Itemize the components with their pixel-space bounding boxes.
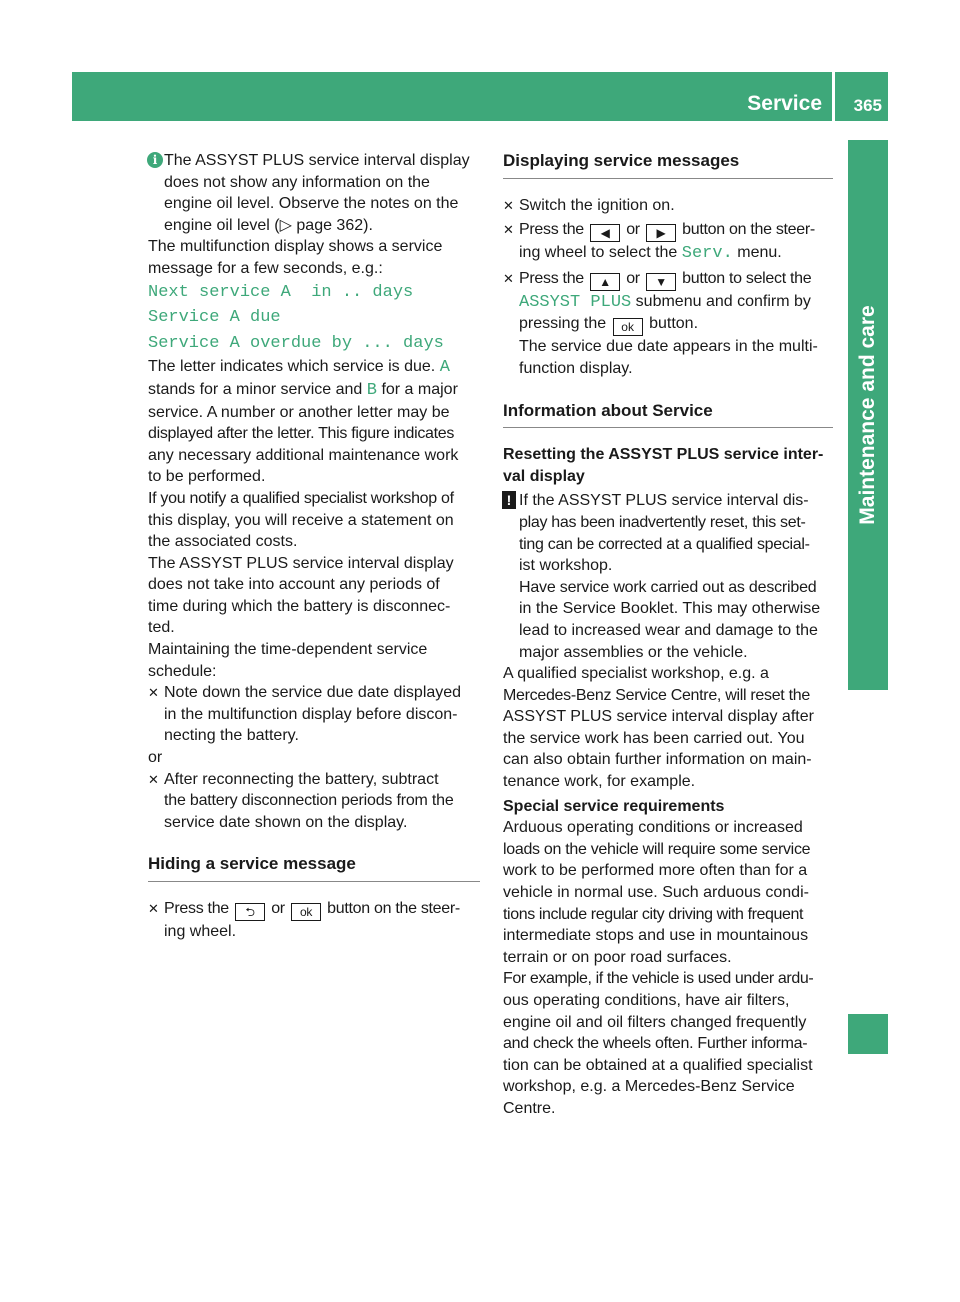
section-hiding: Hiding a service message <box>148 853 480 882</box>
or-text: or <box>148 749 163 767</box>
section-information: Information about Service <box>503 400 833 429</box>
bullet-subtract: ✕ After reconnecting the battery, subtract the battery disconnection periods from the service date shown on the display. <box>148 770 454 831</box>
note-line: does not show any information on the <box>164 173 430 191</box>
chapter-marker <box>848 1014 888 1054</box>
info-icon: i <box>147 152 163 168</box>
page-number-box <box>835 72 888 121</box>
bullet-select-serv: ✕ Press the ◀ or ▶ button on the steer- ing wheel to select the Serv. menu. <box>503 221 815 264</box>
para-battery: The ASSYST PLUS service interval display does not take into account any periods of time during which the battery is disconnec- ted. <box>148 554 454 637</box>
ok-key-icon: ok <box>613 318 643 336</box>
up-key-icon: ▲ <box>590 273 620 291</box>
page-ref-link[interactable]: page 362). <box>296 216 373 234</box>
step-arrow-icon: ✕ <box>148 685 159 701</box>
page-number: 365 <box>853 96 882 115</box>
para-service-letter: The letter indicates which service is due. A stands for a minor service and B for a major service. A number or another letter may be displayed after the letter. This figure indicates any necessary additional maintenance work to be performed. <box>148 358 459 486</box>
chapter-tab <box>848 140 888 690</box>
step-arrow-icon: ✕ <box>503 222 514 238</box>
display-message: Next service A in .. days <box>148 282 414 302</box>
display-message: Service A due <box>148 308 281 328</box>
subtitle-special: Special service requirements <box>503 797 725 815</box>
bullet-select-assyst: ✕ Press the ▲ or ▼ button to select the ASSYST PLUS submenu and confirm by pressing the ok button. The service due date appears in the multi- function display. <box>503 269 818 377</box>
left-column <box>148 150 480 943</box>
step-arrow-icon: ✕ <box>148 771 159 787</box>
left-key-icon: ◀ <box>590 224 620 242</box>
para-multifunction: The multifunction display shows a service message for a few seconds, e.g.: <box>148 238 443 277</box>
section-displaying: Displaying service messages <box>503 150 833 179</box>
right-column <box>503 150 833 1120</box>
subtitle-resetting: Resetting the ASSYST PLUS service inter- val display <box>503 446 824 485</box>
step-arrow-icon: ✕ <box>148 901 159 916</box>
para-statement: If you notify a qualified specialist workshop of this display, you will receive a statement on the associated costs. <box>148 489 454 551</box>
bullet-hide: ✕ Press the ⮌ or ok button on the steer- ing wheel. <box>148 900 460 940</box>
right-key-icon: ▶ <box>646 224 676 242</box>
note-line: engine oil level (▷ page 362). <box>164 216 373 234</box>
warning-reset: ! If the ASSYST PLUS service interval dis- play has been inadvertently reset, this set- ting can be corrected at a qualified special- ist workshop. Have service work carried out as described in the Service Booklet. This may otherwise lead to increased wear and damage to the major assemblies or the vehicle. <box>503 490 833 663</box>
note-line: The ASSYST PLUS service interval display <box>164 152 470 169</box>
page-ref-arrow-icon: ▷ <box>279 216 292 234</box>
display-message: Service A overdue by ... days <box>148 333 444 353</box>
step-arrow-icon: ✕ <box>503 270 514 286</box>
down-key-icon: ▼ <box>646 273 676 291</box>
para-example: For example, if the vehicle is used under ardu- ous operating conditions, have air filters, engine oil and oil filters changed frequently and check the wheels often. Further informa- tion can be obtained at a qualified specialist workshop, e.g. a Mercedes-Benz Service Centre. <box>503 970 814 1117</box>
back-key-icon: ⮌ <box>235 903 265 921</box>
page-title: Service <box>747 92 822 115</box>
chapter-tab-label: Maintenance and care <box>856 305 879 525</box>
header-bar <box>72 72 832 121</box>
ok-key-icon: ok <box>291 903 321 921</box>
bullet-ignition: ✕ Switch the ignition on. <box>503 195 833 217</box>
para-maintaining: Maintaining the time-dependent service schedule: <box>148 641 428 680</box>
note-line: engine oil level. Observe the notes on the <box>164 195 459 213</box>
note-oil-level <box>148 150 480 236</box>
bullet-note-down: ✕ Note down the service due date displayed in the multifunction display before discon- necting the battery. <box>148 684 462 745</box>
step-arrow-icon: ✕ <box>503 197 514 213</box>
display-messages <box>148 280 480 357</box>
warning-icon: ! <box>502 491 516 509</box>
para-qualified: A qualified specialist workshop, e.g. a Mercedes-Benz Service Centre, will reset the ASSYST PLUS service interval display after the service work has been carried out. You can also obtain further information on main- tenance work, for example. <box>503 665 814 791</box>
para-arduous: Arduous operating conditions or increased loads on the vehicle will require some service work to be performed more often than for a vehicle in normal use. Such arduous condi- tions include regular city driving with frequent intermediate stops and use in mountainous terrain or on poor road surfaces. <box>503 819 811 966</box>
